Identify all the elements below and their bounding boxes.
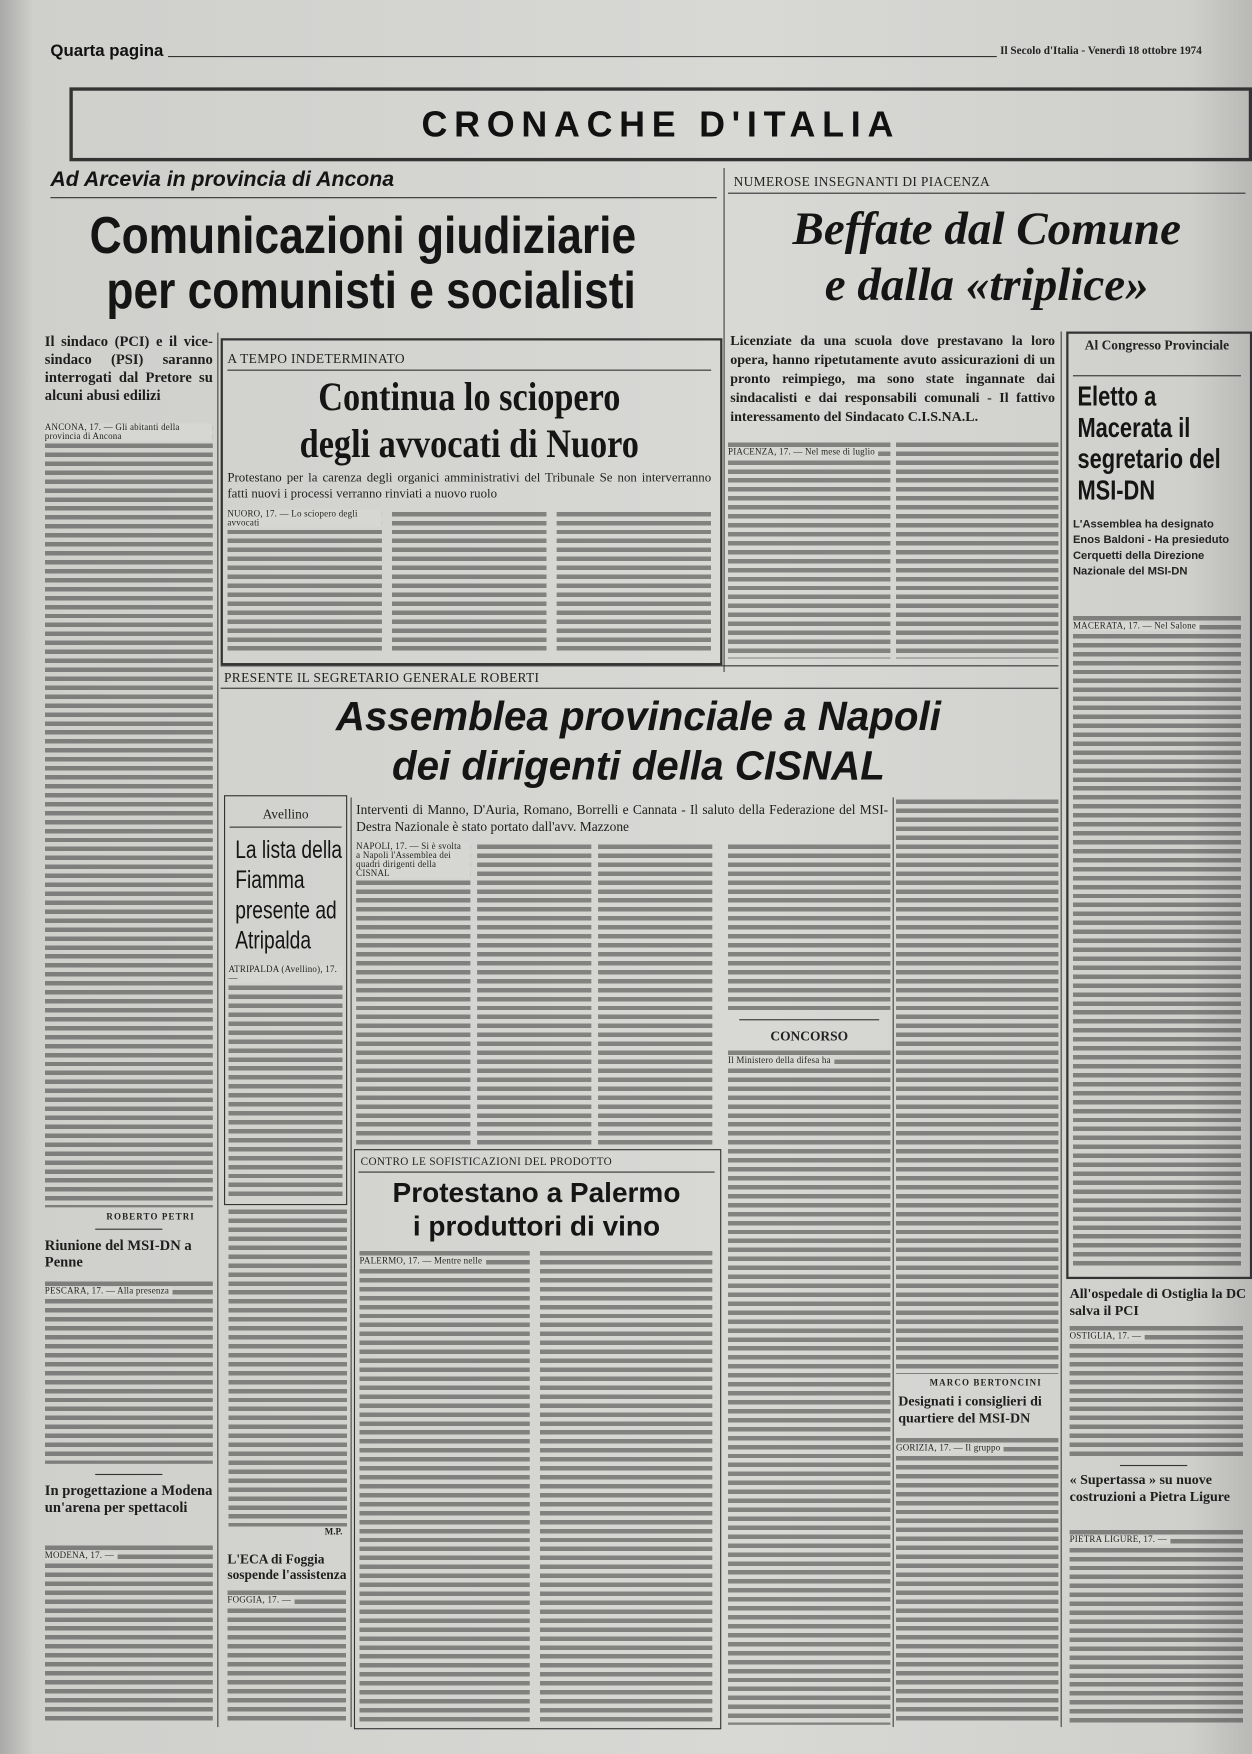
divider <box>1120 1465 1187 1466</box>
modena-body <box>45 1543 213 1722</box>
divider <box>739 1019 879 1020</box>
nuoro-deck: Protestano per la carenza degli organici amministrativi del Tribunale Se non interverranno fatti nuovi i processi verranno rinviati a nuovo ruolo <box>227 471 712 501</box>
ancona-headline-line-2: per comunisti e socialisti <box>106 260 636 320</box>
atripalda-headline: La lista della Fiamma presente ad Atripalda <box>235 835 343 955</box>
header-rule <box>168 56 997 57</box>
atripalda-body-cont <box>228 1207 347 1526</box>
column-rule <box>893 797 894 1727</box>
dateline: MODENA, 17. — <box>45 1551 117 1560</box>
piacenza-body-col-1 <box>728 440 890 658</box>
column-rule <box>724 168 725 672</box>
nuoro-headline <box>258 373 681 467</box>
piacenza-headline-line-2: e dalla «triplice» <box>824 259 1149 312</box>
palermo-headline <box>354 1176 719 1243</box>
newspaper-date: Il Secolo d'Italia - Venerdì 18 ottobre 1974 <box>1000 44 1202 58</box>
piacenza-body-col-3 <box>896 797 1058 1374</box>
dateline: GORIZIA, 17. — Il gruppo <box>896 1444 1004 1453</box>
dateline: PIETRA LIGURE, 17. — <box>1070 1536 1171 1545</box>
column-rule <box>1061 332 1062 1728</box>
banner-title: CRONACHE D'ITALIA <box>421 104 901 145</box>
macerata-body <box>1073 614 1241 1268</box>
nuoro-body-col-1 <box>227 510 382 656</box>
dateline: NUORO, 17. — Lo sciopero degli avvocati <box>227 510 382 528</box>
nuoro-kicker: A TEMPO INDETERMINATO <box>227 350 405 367</box>
foggia-body <box>227 1588 346 1725</box>
penne-headline: Riunione del MSI-DN a Penne <box>44 1236 192 1271</box>
nuoro-body-col-2 <box>392 510 547 656</box>
foggia-headline: L'ECA di Foggia sospende l'assistenza <box>227 1551 347 1583</box>
dateline: ANCONA, 17. — Gli abitanti della provincia di Ancona <box>45 423 213 441</box>
piacenza-deck: Licenziate da una scuola dove prestavano la loro opera, hanno ripetutamente avuto assicurazioni di un pronto reimpiego, ma sono state ingannate dai sindacalisti e dai responsabili comunali - Il fattivo interessamento del Sindacato C.I.S.NA.L. <box>730 332 1056 425</box>
atripalda-label: Avellino <box>262 806 309 823</box>
divider <box>227 370 711 371</box>
dateline: PALERMO, 17. — Mentre nelle <box>360 1257 486 1266</box>
dateline: NAPOLI, 17. — Si è svolta a Napoli l'Assemblea dei quadri dirigenti della CISNAL <box>356 842 470 878</box>
concorso-body <box>728 1048 890 1724</box>
dateline: MACERATA, 17. — Nel Salone <box>1073 622 1199 631</box>
napoli-kicker: PRESENTE IL SEGRETARIO GENERALE ROBERTI <box>224 669 540 686</box>
napoli-headline-line-1: Assemblea provinciale a Napoli <box>335 693 941 740</box>
dateline: ATRIPALDA (Avellino), 17. — <box>228 965 342 983</box>
divider <box>95 1474 162 1475</box>
pietra-ligure-headline: « Supertassa » su nuove costruzioni a Pietra Ligure <box>1069 1471 1230 1505</box>
ostiglia-body <box>1070 1324 1244 1461</box>
divider <box>95 1229 162 1230</box>
modena-headline: In progettazione a Modena un'arena per spettacoli <box>44 1481 213 1516</box>
column-rule <box>351 797 352 1727</box>
gorizia-headline: Designati i consiglieri di quartiere del MSI-DN <box>898 1393 1042 1426</box>
macerata-deck: L'Assemblea ha designato Enos Baldoni - Ha presieduto Cerquetti della Direzione Nazionale del MSI-DN <box>1072 518 1230 578</box>
divider <box>50 197 716 198</box>
concorso-headline: CONCORSO <box>770 1028 849 1044</box>
divider <box>221 665 1059 666</box>
nuoro-body-col-3 <box>557 510 712 656</box>
gorizia-body <box>896 1436 1058 1725</box>
napoli-deck: Interventi di Manno, D'Auria, Romano, Borrelli e Cannata - Il saluto della Federazione del MSI-Destra Nazionale è stato portato dall'avv. Mazzone <box>356 801 889 835</box>
divider <box>230 827 342 828</box>
divider <box>728 193 1245 194</box>
piacenza-kicker: NUMEROSE INSEGNANTI DI PIACENZA <box>733 173 991 190</box>
atripalda-body <box>228 965 342 1198</box>
ancona-body <box>45 423 213 1207</box>
section-banner <box>69 87 1252 161</box>
section-page-label: Quarta pagina <box>50 41 164 61</box>
piacenza-byline: MARCO BERTONCINI <box>929 1377 1042 1388</box>
macerata-headline: Eletto a Macerata il segretario del MSI-DN <box>1077 380 1221 507</box>
column-rule <box>217 333 218 1727</box>
palermo-body-col-1 <box>360 1249 530 1722</box>
napoli-body-col-4 <box>728 842 890 1010</box>
ancona-kicker: Ad Arcevia in provincia di Ancona <box>50 168 395 192</box>
palermo-kicker: CONTRO LE SOFISTICAZIONI DEL PRODOTTO <box>360 1155 613 1169</box>
napoli-headline <box>224 692 1053 791</box>
ancona-headline-line-1: Comunicazioni giudiziarie <box>89 206 637 265</box>
divider <box>358 1172 714 1173</box>
palermo-headline-line-1: Protestano a Palermo <box>392 1177 681 1209</box>
palermo-headline-line-2: i produttori di vino <box>412 1210 661 1243</box>
ancona-deck: Il sindaco (PCI) e il vice-sindaco (PSI) saranno interrogati dal Pretore su alcuni abusi edilizi <box>44 332 213 404</box>
nuoro-headline-line-1: Continua lo sciopero <box>318 374 621 419</box>
penne-body <box>45 1279 213 1464</box>
piacenza-body-col-2 <box>896 440 1058 658</box>
divider <box>221 688 1059 689</box>
dateline: PESCARA, 17. — Alla presenza <box>45 1287 173 1296</box>
dateline: PIACENZA, 17. — Nel mese di luglio <box>728 448 878 457</box>
napoli-body-col-2 <box>477 842 591 1144</box>
dateline: Il Ministero della difesa ha <box>728 1056 834 1065</box>
palermo-body-col-2 <box>540 1249 712 1722</box>
napoli-headline-line-2: dei dirigenti della CISNAL <box>391 742 885 789</box>
napoli-body-col-3 <box>598 842 712 1144</box>
dateline: OSTIGLIA, 17. — <box>1070 1332 1145 1341</box>
dateline: FOGGIA, 17. — <box>227 1596 294 1605</box>
atripalda-byline: M.P. <box>324 1526 343 1537</box>
piacenza-headline-line-1: Beffate dal Comune <box>792 203 1181 256</box>
divider <box>1073 375 1241 376</box>
macerata-label: Al Congresso Provinciale <box>1084 337 1230 353</box>
ostiglia-headline: All'ospedale di Ostiglia la DC salva il PCI <box>1069 1285 1247 1319</box>
pietra-ligure-body <box>1070 1528 1244 1725</box>
napoli-body-col-1 <box>356 842 470 1144</box>
nuoro-headline-line-2: degli avvocati di Nuoro <box>299 421 639 466</box>
ancona-byline: ROBERTO PETRI <box>106 1211 195 1222</box>
piacenza-headline <box>728 202 1245 314</box>
